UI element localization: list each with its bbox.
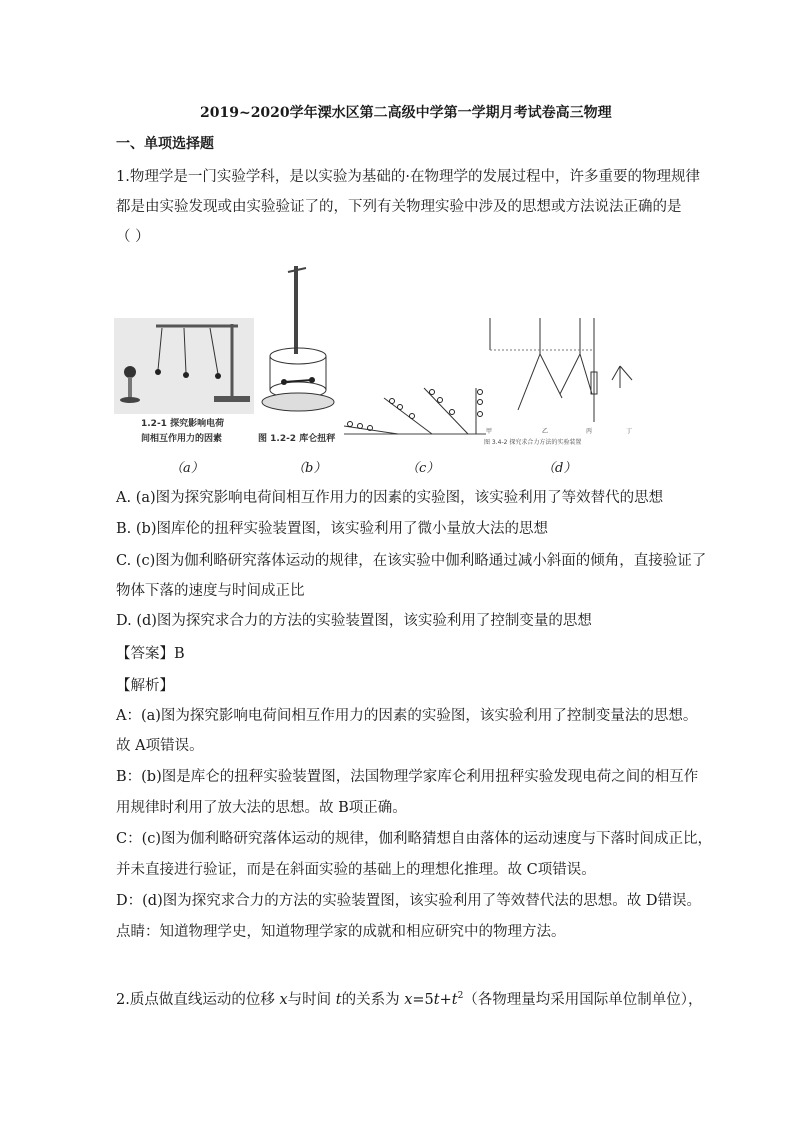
- q2-var-t: t: [335, 991, 342, 1008]
- figure-d-force-composition: [480, 314, 640, 434]
- q2-formula-plus: +: [439, 991, 452, 1008]
- q2-var-x: x: [279, 991, 288, 1008]
- q2-line1: [116, 986, 703, 1010]
- doc-title: 2019~2020学年溧水区第二高级中学第一学期月考试卷高三物理: [200, 105, 612, 121]
- q1-analysis-a-line2: 故 A项错误。: [116, 738, 204, 754]
- figure-d-sub-bing: 丙: [586, 428, 593, 435]
- figure-a-coulomb-pendulums: [114, 318, 254, 414]
- figure-d-sub-yi: 乙: [542, 428, 549, 435]
- q2-prefix: 2.质点做直线运动的位移: [116, 991, 280, 1008]
- figure-d-caption: 图 3.4-2 探究求合力方法的实验装置: [484, 439, 582, 446]
- figure-d-sub-jia: 甲: [486, 428, 493, 435]
- q1-analysis-a-line1: A：(a)图为探究影响电荷间相互作用力的因素的实验图，该实验利用了控制变量法的思想。: [116, 708, 698, 724]
- figure-label-a: （a）: [170, 461, 204, 476]
- figure-b-torsion-balance: [258, 262, 338, 422]
- section-heading: 一、单项选择题: [116, 136, 214, 152]
- figure-a-caption-2: 间相互作用力的因素: [141, 434, 223, 444]
- figure-label-b: （b）: [292, 461, 327, 476]
- q1-analysis-c-line1: C：(c)图为伽利略研究落体运动的规律，伽利略猜想自由落体的运动速度与下落时间成正比，: [116, 831, 713, 847]
- q1-analysis-d-line1: D：(d)图为探究求合力的方法的实验装置图，该实验利用了等效替代法的思想。故 D错误。: [116, 893, 701, 909]
- q1-option-d: D. (d)图为探究求合力的方法的实验装置图，该实验利用了控制变量的思想: [116, 613, 592, 629]
- q2-suffix: （各物理量均采用国际单位制单位），: [463, 991, 703, 1008]
- q2-formula-sup: 2: [457, 991, 464, 1001]
- q1-option-b: B. (b)图库伦的扭秤实验装置图，该实验利用了微小量放大法的思想: [116, 521, 548, 537]
- q1-line3: （ ）: [116, 229, 150, 245]
- q1-note: 点睛：知道物理学史，知道物理学家的成就和相应研究中的物理方法。: [116, 924, 566, 940]
- figure-label-c: （c）: [406, 461, 440, 476]
- figure-label-d: （d）: [542, 461, 577, 476]
- figure-b-caption: 图 1.2-2 库仑扭秤: [258, 434, 336, 444]
- q1-line1: 1.物理学是一门实验学科，是以实验为基础的·在物理学的发展过程中，许多重要的物理规律: [116, 169, 700, 185]
- q2-formula-t: t: [433, 991, 440, 1008]
- q1-analysis-b-line2: 用规律时利用了放大法的思想。故 B项正确。: [116, 800, 407, 816]
- q1-analysis-c-line2: 并未直接进行验证，而是在斜面实验的基础上的理想化推理。故 C项错误。: [116, 862, 596, 878]
- q2-mid: 与时间: [287, 991, 336, 1008]
- q2-formula-t2: t: [451, 991, 458, 1008]
- q2-formula-eq: =5: [412, 991, 434, 1008]
- figure-c-galileo-inclines: [340, 384, 493, 440]
- q1-option-c-line1: C. (c)图为伽利略研究落体运动的规律，在该实验中伽利略通过减小斜面的倾角，直接验证了: [116, 553, 707, 569]
- figure-d-sub-ding: 丁: [626, 428, 633, 435]
- q1-option-c-line2: 物体下落的速度与时间成正比: [116, 583, 305, 599]
- q1-option-a: A. (a)图为探究影响电荷间相互作用力的因素的实验图，该实验利用了等效替代的思想: [116, 490, 664, 506]
- q1-analysis-b-line1: B：(b)图是库仑的扭秤实验装置图，法国物理学家库仑利用扭秤实验发现电荷之间的相互作: [116, 769, 699, 785]
- q1-answer: 【答案】B: [116, 646, 185, 662]
- q1-analysis-heading: 【解析】: [116, 678, 174, 694]
- q1-line2: 都是由实验发现或由实验验证了的，下列有关物理实验中涉及的思想或方法说法正确的是: [116, 199, 682, 215]
- q2-mid2: 的关系为: [341, 991, 405, 1008]
- q2-formula-x: x: [404, 991, 413, 1008]
- figure-a-caption-1: 1.2-1 探究影响电荷: [141, 419, 225, 429]
